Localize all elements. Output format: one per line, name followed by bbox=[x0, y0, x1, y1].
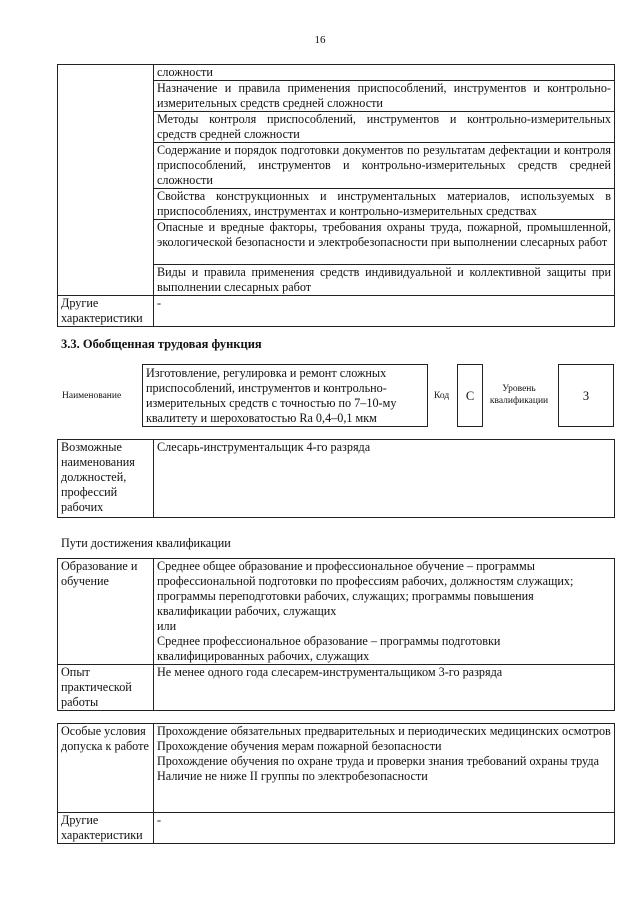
positions-table bbox=[57, 439, 615, 518]
code-value: C bbox=[465, 389, 475, 403]
section-heading: 3.3. Обобщенная трудовая функция bbox=[61, 337, 262, 351]
education-table bbox=[57, 558, 615, 711]
level-value: 3 bbox=[582, 389, 590, 403]
other-characteristics-label: Другие характеристики bbox=[58, 813, 154, 844]
table-label-cell bbox=[58, 65, 154, 296]
positions-label: Возможные наименования должностей, профессий рабочих bbox=[58, 440, 154, 518]
table-row: Содержание и порядок подготовки документов по результатам дефектации и контроля приспособлений, инструментов и контрольно-измерительных средств средней сложности bbox=[154, 143, 615, 189]
function-name-value: Изготовление, регулировка и ремонт сложных приспособлений, инструментов и контрольно-измерительных средств с точностью по 7–10-му квалитету и шероховатостью Ra 0,4–0,1 мкм bbox=[146, 366, 397, 425]
education-line: или bbox=[157, 619, 177, 633]
special-conditions-value bbox=[154, 724, 615, 813]
required-knowledge-table bbox=[57, 64, 615, 327]
table-row: Методы контроля приспособлений, инструментов и контрольно-измерительных средств средней сложности bbox=[154, 112, 615, 143]
experience-label: Опыт практической работы bbox=[58, 665, 154, 711]
education-line: Среднее общее образование и профессиональное обучение – программы профессиональной подготовки по профессиям рабочих, должностям служащих; программы переподготовки рабочих, служащих; программы повышения квалификации рабочих, служащих bbox=[157, 559, 574, 618]
positions-value: Слесарь-инструментальщик 4-го разряда bbox=[154, 440, 615, 518]
code-box bbox=[457, 364, 483, 427]
name-label: Наименование bbox=[62, 391, 122, 401]
education-label: Образование и обучение bbox=[58, 559, 154, 665]
table-row: Свойства конструкционных и инструментальных материалов, используемых в приспособлениях, инструментах и контрольно-измерительных средствах bbox=[154, 189, 615, 220]
level-box bbox=[558, 364, 614, 427]
table-row: Виды и правила применения средств индивидуальной и коллективной защиты при выполнении слесарных работ bbox=[154, 265, 615, 296]
education-line: Среднее профессиональное образование – программы подготовки квалифицированных рабочих, служащих bbox=[157, 634, 501, 663]
table-row: Опасные и вредные факторы, требования охраны труда, пожарной, промышленной, экологической безопасности и электробезопасности при выполнении слесарных работ bbox=[154, 220, 615, 265]
conditions-table bbox=[57, 723, 615, 844]
condition-line: Прохождение обучения мерам пожарной безопасности bbox=[157, 739, 442, 753]
function-name-box bbox=[142, 364, 428, 427]
education-value bbox=[154, 559, 615, 665]
condition-line: Прохождение обязательных предварительных и периодических медицинских осмотров bbox=[157, 724, 611, 738]
code-label: Код bbox=[434, 391, 450, 401]
table-row: Назначение и правила применения приспособлений, инструментов и контрольно-измерительных средств средней сложности bbox=[154, 81, 615, 112]
other-characteristics-label: Другие характеристики bbox=[58, 296, 154, 327]
experience-value: Не менее одного года слесарем-инструментальщиком 3-го разряда bbox=[154, 665, 615, 711]
other-characteristics-value: - bbox=[154, 813, 615, 844]
table-row: сложности bbox=[154, 65, 615, 81]
qualification-level-label: Уровень квалификации bbox=[489, 384, 549, 406]
paths-heading: Пути достижения квалификации bbox=[61, 536, 231, 550]
condition-line: Наличие не ниже II группы по электробезопасности bbox=[157, 769, 428, 783]
condition-line: Прохождение обучения по охране труда и проверки знания требований охраны труда bbox=[157, 754, 599, 768]
page-number: 16 bbox=[314, 34, 326, 46]
other-characteristics-value: - bbox=[154, 296, 615, 327]
special-conditions-label: Особые условия допуска к работе bbox=[58, 724, 154, 813]
